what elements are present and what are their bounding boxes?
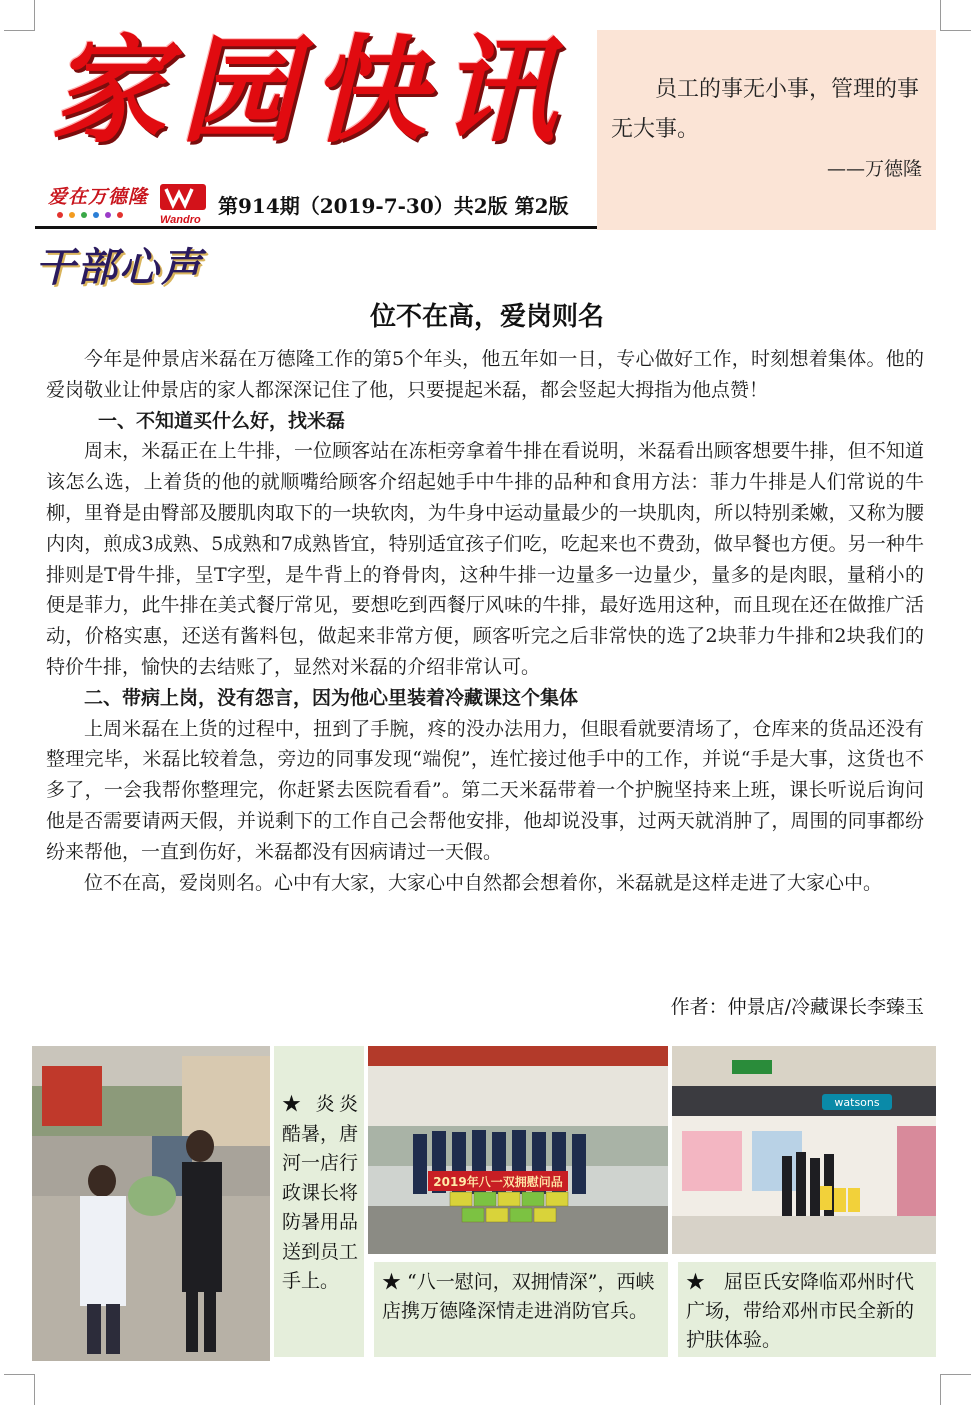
logo-script-text: 爱在万德隆 (48, 186, 149, 208)
article-author: 作者：仲景店/冷藏课长李臻玉 (670, 996, 924, 1018)
logo-hearts-icon (52, 209, 152, 221)
article-heading-2: 二、带病上岗，没有怨言，因为他心里装着冷藏课这个集体 (84, 686, 579, 709)
caption-1 (274, 1046, 364, 1357)
article-body (46, 344, 924, 898)
caption-3 (678, 1262, 936, 1357)
photo-watsons-store (672, 1046, 936, 1254)
quote-author: ——万德隆 (826, 158, 922, 180)
masthead-rule (35, 226, 597, 229)
photo-army-visit (368, 1046, 668, 1254)
issue-line: 第914期（2019-7-30）共2版 第2版 (218, 194, 569, 218)
crop-mark-bottom-left (4, 1374, 35, 1405)
photo-army-visit-image (368, 1046, 668, 1254)
section-title: 干部心声 (35, 245, 203, 291)
photo-store-sign: watsons (834, 1096, 880, 1109)
article-paragraph-1: 周末，米磊正在上牛排，一位顾客站在冻柜旁拿着牛排在看说明，米磊看出顾客想要牛排，但不知道该怎么选，上着货的他的就顺嘴给顾客介绍起她手中牛排的品种和食用方法：菲力牛排是人们常说的牛柳，里脊是由臀部及腰肌肉取下的一块软肉，为牛身中运动量最少的一块肌肉，所以特别柔嫩，又称为腰内肉，煎成3成熟、5成熟和7成熟皆宜，特别适宜孩子们吃，吃起来也不费劲，做早餐也方便。另一种牛排则是T骨牛排，呈T字型，是牛背上的脊骨肉，这种牛排一边量多一边量少，量多的是肉眼，量稍小的便是菲力，此牛排在美式餐厅常见，要想吃到西餐厅风味的牛排，最好选用这种，而且现在还在做推广活动，价格实惠，还送有酱料包，做起来非常方便，顾客听完之后非常快的选了2块菲力牛排和2块我们的特价牛排，愉快的去结账了，显然对米磊的介绍非常认可。 (46, 440, 924, 678)
wandro-logo (160, 184, 210, 226)
photo-staff-delivery-image (32, 1046, 270, 1361)
wandro-logo-text: Wandro (160, 214, 201, 226)
photo-banner-text: 2019年八一双拥慰问品 (433, 1175, 563, 1189)
quote-text: 员工的事无小事，管理的事无大事。 (611, 77, 920, 142)
caption-3-text: ★ 屈臣氏安降临邓州时代广场，带给邓州市民全新的护肤体验。 (686, 1271, 915, 1351)
crop-mark-top-left (4, 0, 35, 31)
article-heading-1: 一、不知道买什么好，找米磊 (98, 409, 346, 432)
wandro-w-icon (160, 184, 206, 210)
crop-mark-top-right (940, 0, 971, 31)
caption-1-text: ★ 炎炎酷暑，唐河一店行政课长将防暑用品送到员工手上。 (282, 1093, 359, 1292)
article-intro: 今年是仲景店米磊在万德隆工作的第5个年头，他五年如一日，专心做好工作，时刻想着集体。他的爱岗敬业让仲景店的家人都深深记住了他，只要提起米磊，都会竖起大拇指为他点赞！ (46, 348, 924, 401)
article-title: 位不在高，爱岗则名 (369, 302, 604, 332)
caption-2 (374, 1262, 668, 1357)
masthead-title: 家园快讯 (50, 24, 570, 159)
caption-2-text: ★ “八一慰问，双拥情深”，西峡店携万德隆深情走进消防官兵。 (382, 1271, 655, 1322)
article-conclusion: 位不在高，爱岗则名。心中有大家，大家心中自然都会想着你，米磊就是这样走进了大家心中。 (84, 871, 883, 894)
crop-mark-bottom-right (940, 1374, 971, 1405)
photo-staff-delivery (32, 1046, 270, 1361)
quote-box (597, 30, 936, 230)
logo-script (48, 182, 156, 222)
photo-watsons-store-image (672, 1046, 936, 1254)
article-paragraph-2: 上周米磊在上货的过程中，扭到了手腕，疼的没办法用力，但眼看就要清场了，仓库来的货品还没有整理完毕，米磊比较着急，旁边的同事发现“端倪”，连忙接过他手中的工作，并说“手是大事，这货也不多了，一会我帮你整理完，你赶紧去医院看看”。第二天米磊带着一个护腕坚持来上班，课长听说后询问他是否需要请两天假，并说剩下的工作自己会帮他安排，他却说没事，过两天就消肿了，周围的同事都纷纷来帮他，一直到伤好，米磊都没有因病请过一天假。 (46, 717, 924, 863)
